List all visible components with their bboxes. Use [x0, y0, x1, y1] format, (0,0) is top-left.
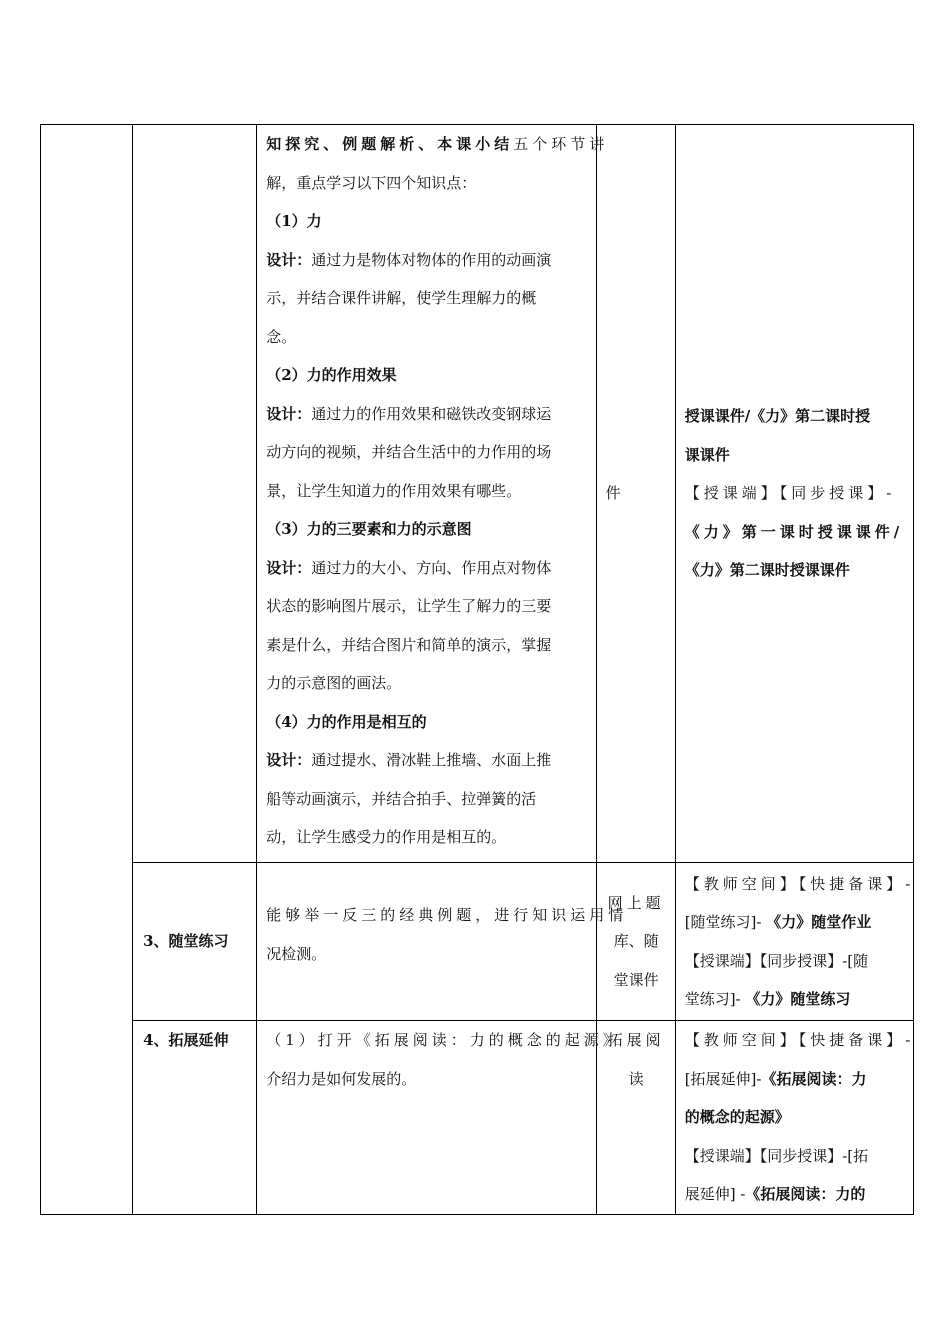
text-line — [266, 433, 587, 472]
bold-text: 课课件 — [684, 445, 730, 464]
text: 通过提水、滑冰鞋上推墙、水面上推 — [311, 751, 552, 769]
table-row-extension — [41, 1021, 914, 1215]
text: 景，让学生知道力的作用效果有哪些。 — [266, 481, 522, 500]
text-line — [266, 626, 587, 665]
text-line — [266, 741, 587, 780]
teaching-content-cell — [257, 1021, 622, 1215]
bold-text: 设计： — [266, 250, 312, 269]
text-line: 库、随 — [613, 932, 659, 951]
text-line: 网上题 — [607, 893, 665, 912]
text-line — [685, 1098, 905, 1137]
bold-text: （3）力的三要素和力的示意图 — [266, 520, 472, 538]
text: 通过力的大小、方向、作用点对物体 — [311, 558, 552, 577]
bold-text: 设计： — [266, 751, 312, 769]
text-line — [266, 395, 587, 434]
bold-text: 《拓展阅读：力的 — [745, 1185, 866, 1203]
text-line — [266, 1060, 587, 1099]
teaching-content-cell — [257, 125, 609, 863]
text-line — [266, 125, 609, 164]
text: （1）打开《拓展阅读：力的概念的起源》 — [266, 1031, 622, 1049]
step-title: 4、拓展延伸 — [143, 1031, 229, 1049]
text-line — [685, 980, 905, 1019]
text-line — [684, 865, 915, 904]
step-title-cell-empty — [133, 125, 257, 863]
text: 【授课端】【同步授课】- — [684, 484, 896, 503]
text-line — [266, 896, 628, 935]
table-row-teaching-content — [41, 125, 914, 863]
text: [随堂练习]- — [684, 913, 767, 931]
bold-text: 《拓展阅读：力 — [761, 1069, 867, 1088]
text-line — [266, 472, 587, 511]
step-title-cell — [133, 863, 257, 1021]
text: 【教师空间】【快捷备课】- — [684, 874, 915, 893]
text: 介绍力是如何发展的。 — [266, 1069, 417, 1088]
text: 展延伸] - — [684, 1185, 746, 1203]
text: 五个环节讲 — [513, 135, 609, 153]
table-row-classroom-practice — [41, 863, 914, 1021]
text-line: 拓展阅 — [607, 1031, 665, 1049]
text-line: 堂课件 — [613, 970, 659, 989]
text: 念。 — [266, 327, 297, 346]
text: 素是什么，并结合图片和简单的演示，掌握 — [266, 635, 552, 654]
text-line — [685, 551, 905, 590]
resource-text: 件 — [605, 484, 621, 503]
text: 力的示意图的画法。 — [266, 674, 402, 692]
bold-text: 的概念的起源》 — [684, 1108, 790, 1126]
bold-text: 《力》随堂作业 — [766, 913, 872, 931]
text-line: 读 — [628, 1069, 644, 1088]
text: [拓展延伸]- — [684, 1069, 762, 1088]
text: 通过力是物体对物体的作用的动画演 — [311, 250, 552, 269]
resource-cell — [596, 125, 675, 863]
text-line — [266, 935, 587, 974]
text-line — [685, 1137, 905, 1176]
text: 船等动画演示，并结合拍手、拉弹簧的活 — [266, 789, 537, 808]
text: 【授课端】【同步授课】-[拓 — [684, 1146, 869, 1165]
text-line — [685, 397, 905, 436]
text: 通过力的作用效果和磁铁改变钢球运 — [311, 404, 552, 423]
stage-column-cell — [41, 125, 133, 1215]
text-line — [266, 818, 587, 857]
text-line — [685, 1175, 905, 1214]
bold-text: （4）力的作用是相互的 — [266, 712, 427, 731]
step-title: 3、随堂练习 — [143, 932, 229, 951]
text-line — [266, 279, 587, 318]
bold-text: 《力》随堂练习 — [745, 990, 851, 1008]
bold-text: 设计： — [266, 558, 312, 577]
text: 【授课端】【同步授课】-[随 — [684, 951, 869, 970]
text-line — [266, 587, 587, 626]
text: 能够举一反三的经典例题，进行知识运用情 — [266, 906, 628, 924]
text: 【教师空间】【快捷备课】- — [684, 1031, 915, 1049]
bold-text: （2）力的作用效果 — [266, 366, 397, 384]
text-line — [266, 241, 587, 280]
bold-text: 《力》第二课时授课课件 — [684, 561, 850, 580]
bold-text: 知探究、例题解析、本课小结 — [266, 135, 514, 153]
resource-cell — [596, 863, 675, 1021]
text-line — [685, 474, 905, 513]
text-line — [266, 202, 587, 241]
text-line — [685, 1060, 905, 1099]
lesson-plan-table — [40, 124, 914, 1215]
text-line — [266, 549, 587, 588]
text-line — [685, 903, 905, 942]
text-line — [266, 356, 587, 395]
text-line — [266, 703, 587, 742]
step-title-cell — [133, 1021, 257, 1215]
resource-path-cell — [675, 1021, 913, 1215]
bold-text: 设计： — [266, 404, 312, 423]
bold-text: 《力》第一课时授课课件/ — [684, 522, 904, 541]
text: 示，并结合课件讲解，使学生理解力的概 — [266, 289, 537, 307]
text: 状态的影响图片展示，让学生了解力的三要 — [266, 597, 552, 615]
text-line — [266, 318, 587, 357]
resource-cell — [596, 1021, 675, 1215]
text-line — [266, 1021, 622, 1060]
bold-text: 授课课件/《力》第二课时授 — [684, 407, 871, 426]
text-line — [266, 164, 587, 203]
text-line — [685, 513, 905, 552]
text: 况检测。 — [266, 944, 327, 963]
text: 解，重点学习以下四个知识点： — [266, 173, 477, 192]
bold-text: （1）力 — [266, 212, 322, 230]
text-line — [684, 1021, 915, 1060]
text: 动方向的视频，并结合生活中的力作用的场 — [266, 443, 552, 461]
text: 动，让学生感受力的作用是相互的。 — [266, 828, 507, 846]
text-line — [685, 436, 905, 475]
text-line — [266, 664, 587, 703]
text: 堂练习]- — [684, 990, 746, 1008]
resource-path-cell — [675, 863, 913, 1021]
text-line — [266, 780, 587, 819]
text-line — [685, 942, 905, 981]
teaching-content-cell — [257, 863, 628, 1021]
text-line — [266, 510, 587, 549]
resource-path-cell — [675, 125, 913, 863]
